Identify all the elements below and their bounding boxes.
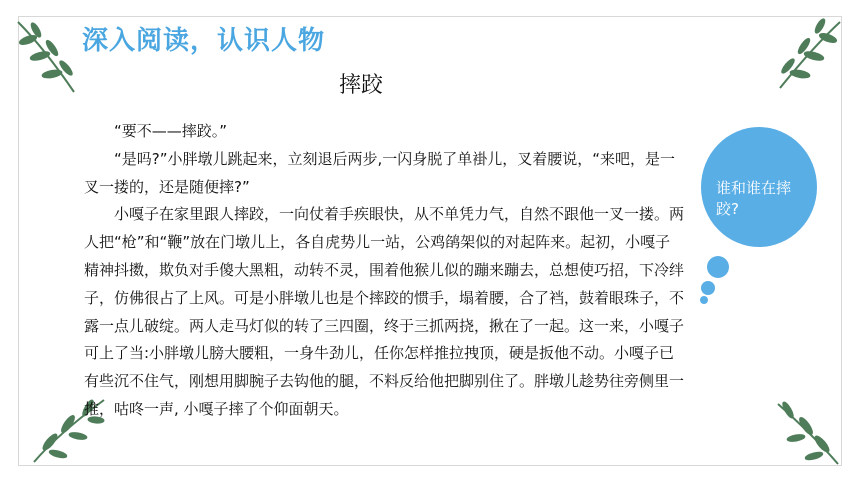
section-heading: 深入阅读，认识人物 [82,26,326,56]
leaf-decoration-bottom-right [770,396,844,468]
text-title: 摔跤 [338,73,383,98]
passage-paragraph: “要不——摔跤。” [114,122,228,140]
thought-bubble-trail [694,254,734,304]
bubble-question: 谁和谁在摔跤? [716,179,792,218]
passage-paragraph: “是吗?”小胖墩儿跳起来，立刻退后两步,一闪身脱了单褂儿，叉着腰说，“来吧，是一叉一搂的，还是随便摔?” [84,149,676,196]
leaf-decoration-top-right [770,16,844,94]
passage [84,118,684,424]
passage-paragraph: 小嘎子在家里跟人摔跤，一向仗着手疾眼快，从不单凭力气，自然不跟他一叉一搂。两人把“枪”和“鞭”放在门墩儿上，各自虎势儿一站，公鸡鹐架似的对起阵来。起初，小嘎子精神抖擞，欺负对手傻大黑粗，动转不灵，围着他猴儿似的蹦来蹦去，总想使巧招，下冷绊子，仿佛很占了上风。可是小胖墩儿也是个摔跤的惯手，塌着腰，合了裆，鼓着眼珠子，不露一点儿破绽。两人走马灯似的转了三四圈，终于三抓两挠，揪在了一起。这一来，小嘎子可上了当:小胖墩儿膀大腰粗，一身牛劲儿，任你怎样推拉拽顶，硬是扳他不动。小嘎子已有些沉不住气，刚想用脚腕子去钩他的腿，不料反给他把脚别住了。胖墩儿趁势往旁侧里一推，咕咚一声, 小嘎子摔了个仰面朝天。 [84,205,685,418]
